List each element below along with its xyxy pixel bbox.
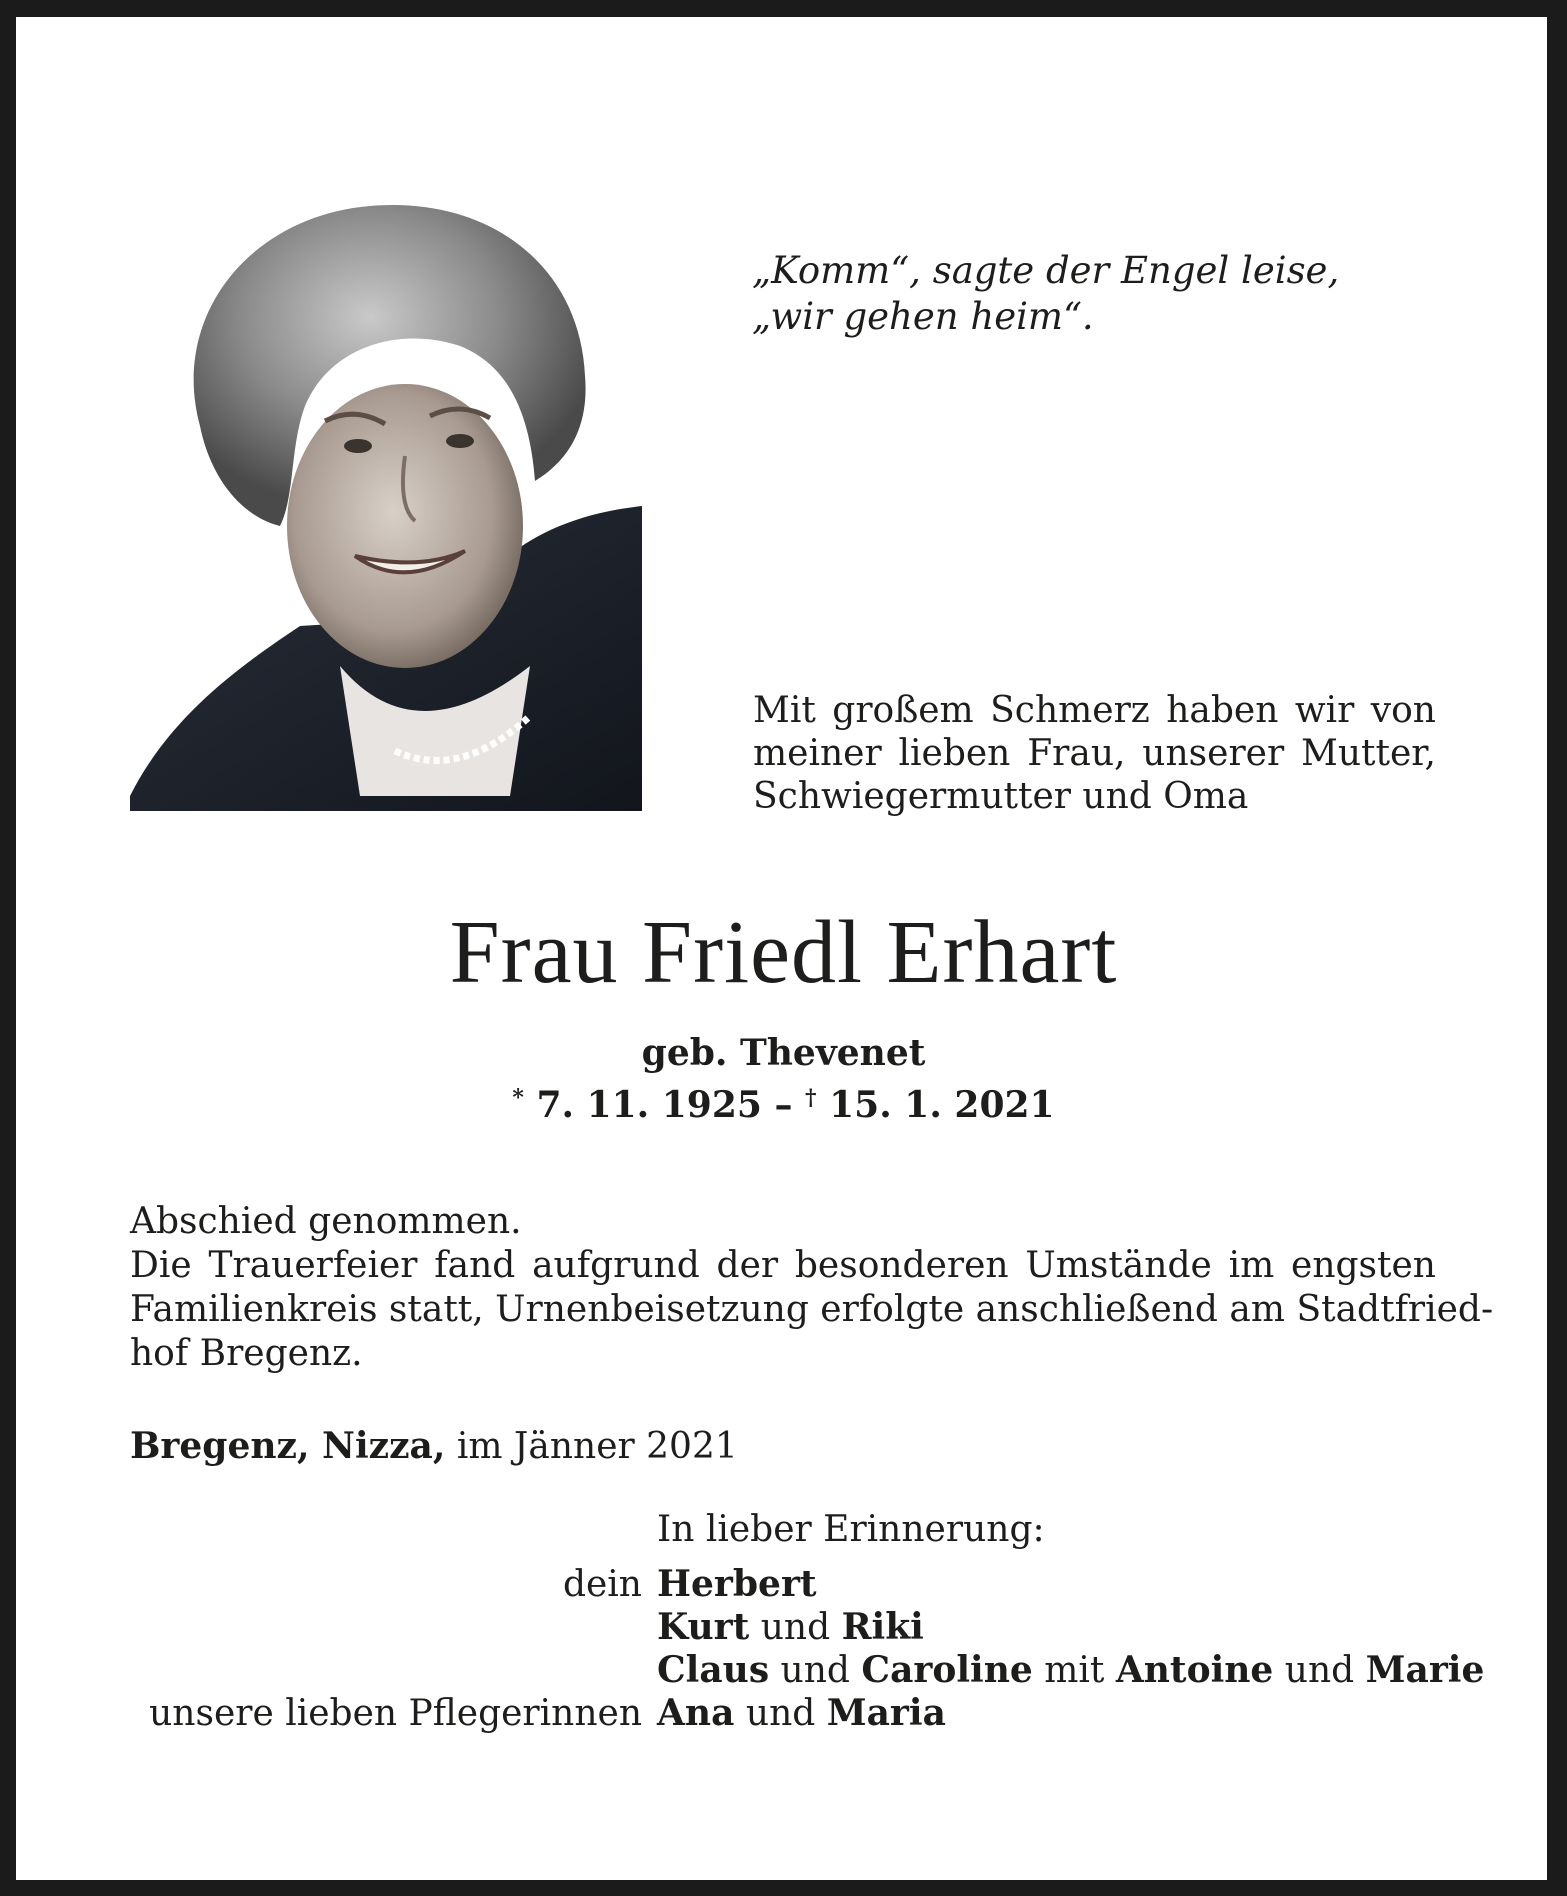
memory-heading: In lieber Erinnerung:: [657, 1509, 1045, 1550]
death-symbol: †: [805, 1085, 817, 1111]
quote-line: „wir gehen heim“.: [752, 295, 1094, 338]
connector-text: und: [1273, 1650, 1366, 1691]
portrait-photo: [130, 196, 642, 811]
memory-row-names: [657, 1606, 924, 1649]
family-name: Caroline: [861, 1649, 1033, 1691]
memory-row: [0, 1563, 1567, 1606]
place-date: [130, 1424, 738, 1469]
maiden-name: geb. Thevenet: [641, 1032, 926, 1074]
portrait-photo-graphic: [130, 196, 642, 811]
birth-date: 7. 11. 1925: [536, 1084, 762, 1126]
deceased-name: Frau Friedl Erhart: [449, 903, 1118, 1002]
family-name: Maria: [826, 1692, 946, 1734]
family-name: Marie: [1365, 1649, 1485, 1691]
memory-row-label: unsere lieben Pflegerinnen: [149, 1693, 642, 1734]
intro-line: Schwiegermutter und Oma: [753, 776, 1249, 817]
connector-text: und: [734, 1693, 827, 1734]
memory-row: [0, 1649, 1567, 1692]
memory-row-names: [657, 1563, 817, 1606]
quote-line: „Komm“, sagte der Engel leise,: [752, 249, 1340, 292]
intro-text: [753, 689, 1436, 818]
family-name: Antoine: [1115, 1649, 1274, 1691]
body-text: [130, 1200, 1494, 1376]
birth-symbol: *: [512, 1085, 524, 1111]
family-name: Kurt: [657, 1606, 750, 1648]
date-separator: –: [774, 1084, 793, 1126]
memory-row: [0, 1606, 1567, 1649]
life-dates: [0, 1076, 1567, 1127]
body-line: Die Trauerfeier fand aufgrund der besonderen Umstände im engsten: [130, 1245, 1436, 1286]
body-line: Familienkreis statt, Urnenbeisetzung erfolgte anschließend am Stadtfried-: [130, 1289, 1494, 1330]
intro-line: Mit großem Schmerz haben wir von: [753, 690, 1436, 731]
places: Bregenz, Nizza,: [130, 1425, 446, 1467]
connector-text: und: [749, 1607, 842, 1648]
family-name: Herbert: [657, 1563, 817, 1605]
body-line: Abschied genommen.: [130, 1201, 522, 1242]
memory-row-names: [657, 1692, 946, 1735]
connector-text: mit: [1032, 1650, 1116, 1691]
date-text: im Jänner 2021: [445, 1426, 738, 1467]
connector-text: und: [769, 1650, 862, 1691]
memory-row-names: [657, 1649, 1484, 1692]
death-date: 15. 1. 2021: [829, 1084, 1055, 1126]
family-name: Ana: [657, 1692, 735, 1734]
family-name: Claus: [657, 1649, 770, 1691]
intro-line: meiner lieben Frau, unserer Mutter,: [753, 733, 1436, 774]
family-name: Riki: [841, 1606, 924, 1648]
memory-row: [0, 1692, 1567, 1735]
memory-row-label: dein: [562, 1564, 642, 1605]
body-line: hof Bregenz.: [130, 1333, 363, 1374]
quote: [752, 248, 1339, 340]
